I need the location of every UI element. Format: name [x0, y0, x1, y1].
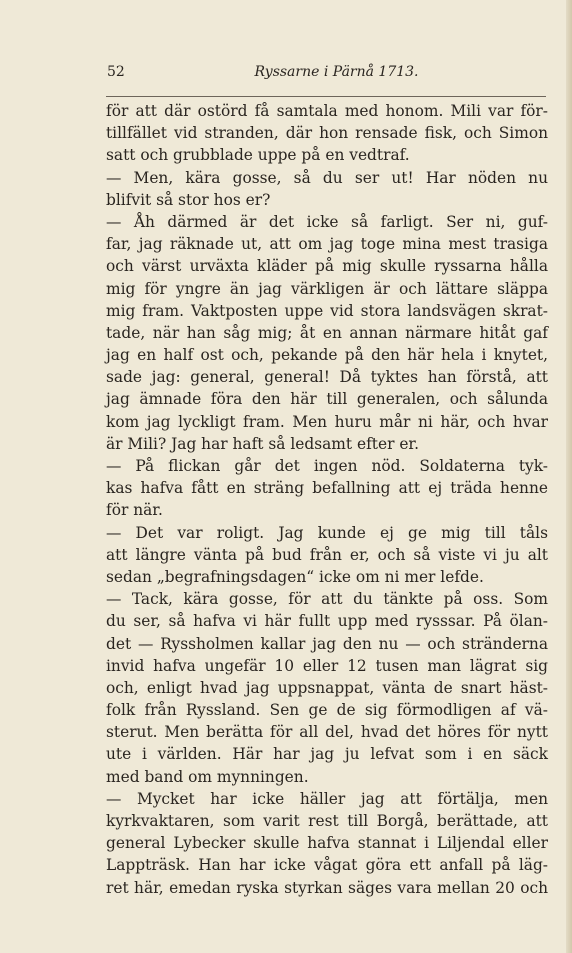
page-edge [566, 0, 572, 953]
text-line: — På flickan går det ingen nöd. Soldaterna tyk- [106, 457, 548, 475]
text-line: sterut. Men berätta för all del, hvad det höres för nytt [106, 723, 548, 742]
text-line: är Mili? Jag har haft så ledsamt efter er. [106, 434, 419, 453]
text-line: sedan „begrafningsdagen“ icke om ni mer lefde. [106, 567, 484, 586]
text-line: att längre vänta på bud från er, och så viste vi ju alt [106, 545, 548, 564]
text-line: mig för yngre än jag värkligen är och lättare släppa [106, 279, 548, 298]
page-header [107, 64, 546, 86]
text-line: ute i världen. Här har jag ju lefvat som i en säck [106, 745, 548, 764]
text-line: kom jag lyckligt fram. Men huru mår ni här, och hvar [106, 412, 548, 431]
text-line: sade jag: general, general! Då tyktes han förstå, att [106, 368, 548, 387]
header-rule [106, 96, 546, 97]
text-line: för att där ostörd få samtala med honom. Mili var för- [106, 102, 548, 120]
text-line: — Men, kära gosse, så du ser ut! Har nöden nu [106, 168, 548, 187]
text-line: — Tack, kära gosse, för att du tänkte på oss. Som [106, 590, 548, 609]
text-line: du ser, så hafva vi här fullt upp med rysssar. På ölan- [106, 612, 548, 631]
text-line: — Mycket har icke häller jag att förtälja, men [106, 789, 548, 808]
text-line: invid hafva ungefär 10 eller 12 tusen man lägrat sig [106, 656, 548, 675]
text-line: — Åh därmed är det icke så farligt. Ser ni, guf- [106, 212, 548, 231]
text-line: och värst urväxta kläder på mig skulle ryssarna hålla [106, 257, 548, 276]
text-line: Lappträsk. Han har icke vågat göra ett anfall på läg- [106, 856, 548, 875]
text-line: far, jag räknade ut, att om jag toge mina mest trasiga [106, 235, 548, 254]
page-number: 52 [107, 64, 125, 80]
running-head: Ryssarne i Pärnå 1713. [254, 64, 419, 80]
text-line: — Det var roligt. Jag kunde ej ge mig till tåls [106, 523, 548, 542]
text-line: jag en half ost och, pekande på den här hela i knytet, [106, 346, 548, 365]
text-line: kyrkvaktaren, som varit rest till Borgå, berättade, att [106, 812, 548, 830]
text-line: med band om mynningen. [106, 767, 309, 786]
body-text [106, 100, 548, 899]
text-line: för när. [106, 501, 163, 520]
text-line: mig fram. Vaktposten uppe vid stora landsvägen skrat- [106, 301, 548, 320]
text-line: satt och grubblade uppe på en vedtraf. [106, 146, 410, 165]
text-line: ret här, emedan ryska styrkan säges vara mellan 20 och [106, 878, 548, 897]
text-line: det — Ryssholmen kallar jag den nu — och stränderna [106, 634, 548, 653]
text-line: blifvit så stor hos er? [106, 190, 271, 209]
text-line: jag ämnade föra den här till generalen, och sålunda [106, 390, 548, 409]
text-line: kas hafva fått en sträng befallning att ej träda henne [106, 479, 548, 498]
text-line: och, enligt hvad jag uppsnappat, vänta de snart häst- [106, 678, 548, 697]
text-line: general Lybecker skulle hafva stannat i Liljendal eller [106, 834, 548, 853]
text-line: tillfället vid stranden, där hon rensade fisk, och Simon [106, 124, 548, 143]
text-line: folk från Ryssland. Sen ge de sig förmodligen af vä- [106, 701, 548, 720]
text-line: tade, när han såg mig; åt en annan närmare hitåt gaf [106, 323, 548, 342]
